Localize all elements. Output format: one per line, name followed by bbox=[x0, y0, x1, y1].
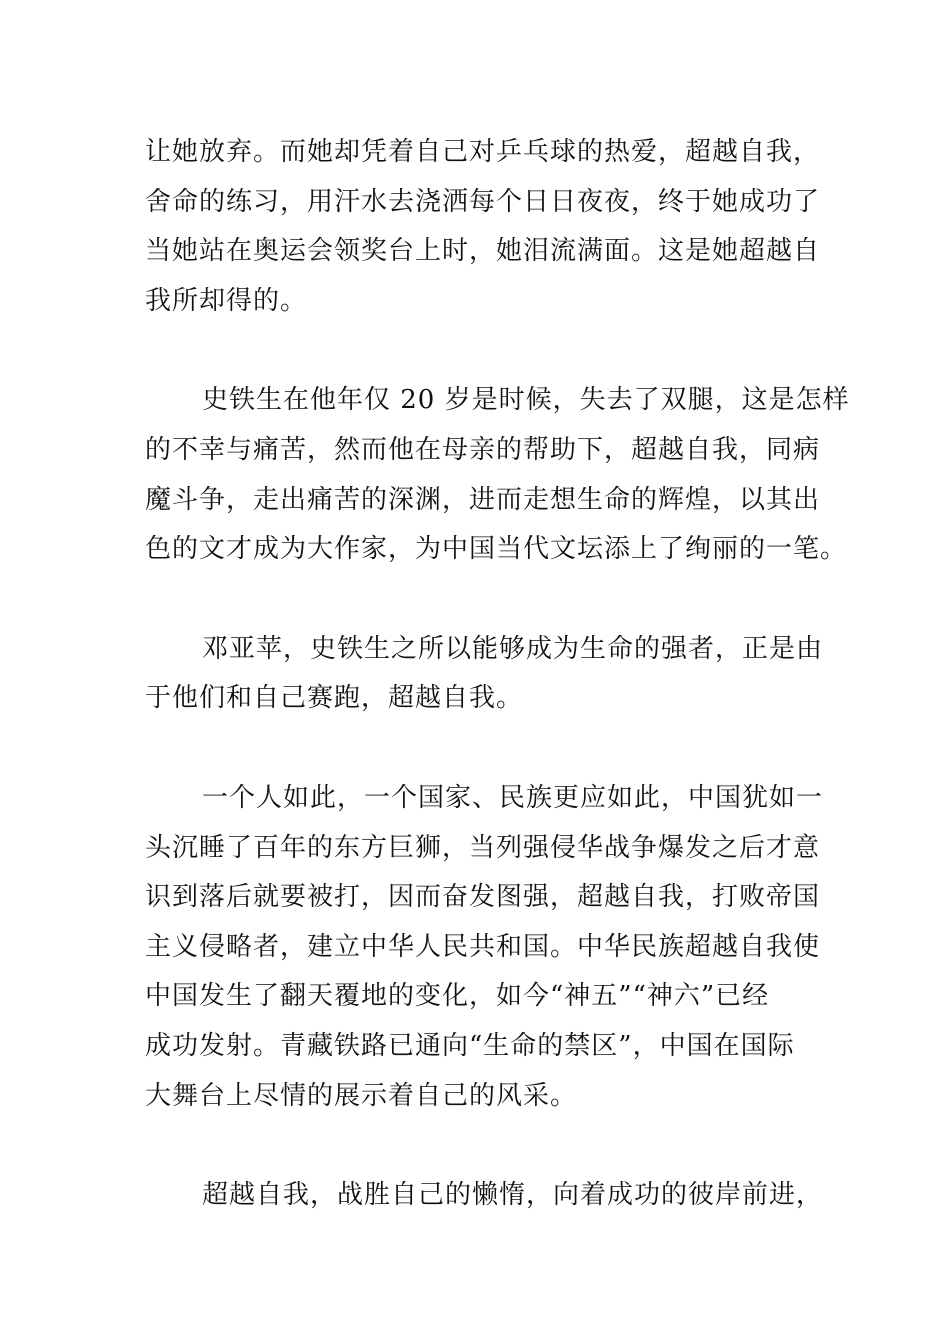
paragraph-3 bbox=[145, 625, 824, 724]
paragraph-spacer bbox=[145, 575, 810, 625]
text-line: 主义侵略者，建立中华人民共和国。中华民族超越自我使 bbox=[145, 931, 821, 962]
text-line: 我所却得的。 bbox=[145, 285, 308, 316]
document-body bbox=[145, 128, 850, 1221]
text-line: 头沉睡了百年的东方巨狮，当列强侵华战争爆发之后才意 bbox=[145, 832, 821, 863]
paragraph-2 bbox=[145, 376, 850, 574]
paragraph-spacer bbox=[145, 326, 810, 376]
paragraph-spacer bbox=[145, 1121, 810, 1171]
text-line: 色的文才成为大作家，为中国当代文坛添上了绚丽的一笔。 bbox=[145, 534, 848, 565]
text-line: 成功发射。青藏铁路已通向“生命的禁区”，中国在国际 bbox=[145, 1030, 795, 1061]
text-line: 中国发生了翻天覆地的变化，如今“神五”“神六”已经 bbox=[145, 981, 770, 1012]
paragraph-5 bbox=[145, 1171, 824, 1221]
paragraph-1 bbox=[145, 128, 821, 326]
text-line: 魔斗争，走出痛苦的深渊，进而走想生命的辉煌，以其出 bbox=[145, 484, 821, 515]
text-line: 让她放弃。而她却凭着自己对乒乓球的热爱，超越自我， bbox=[145, 137, 821, 167]
text-line: 当她站在奥运会领奖台上时，她泪流满面。这是她超越自 bbox=[145, 236, 821, 267]
text-line: 舍命的练习，用汗水去浇洒每个日日夜夜，终于她成功了 bbox=[145, 186, 821, 217]
text-line: 史铁生在他年仅 20 岁是时候，失去了双腿，这是怎样 bbox=[202, 385, 850, 416]
text-line: 的不幸与痛苦，然而他在母亲的帮助下，超越自我，同病 bbox=[145, 434, 821, 465]
text-line: 识到落后就要被打，因而奋发图强，超越自我，打败帝国 bbox=[145, 882, 821, 913]
text-line: 大舞台上尽情的展示着自己的风采。 bbox=[145, 1080, 578, 1111]
text-line: 超越自我，战胜自己的懒惰，向着成功的彼岸前进， bbox=[202, 1180, 824, 1211]
paragraph-spacer bbox=[145, 724, 810, 774]
text-line: 一个人如此，一个国家、民族更应如此，中国犹如一 bbox=[202, 782, 824, 813]
paragraph-4 bbox=[145, 774, 824, 1121]
text-line: 邓亚苹，史铁生之所以能够成为生命的强者，正是由 bbox=[202, 633, 824, 664]
text-line: 于他们和自己赛跑，超越自我。 bbox=[145, 683, 524, 714]
